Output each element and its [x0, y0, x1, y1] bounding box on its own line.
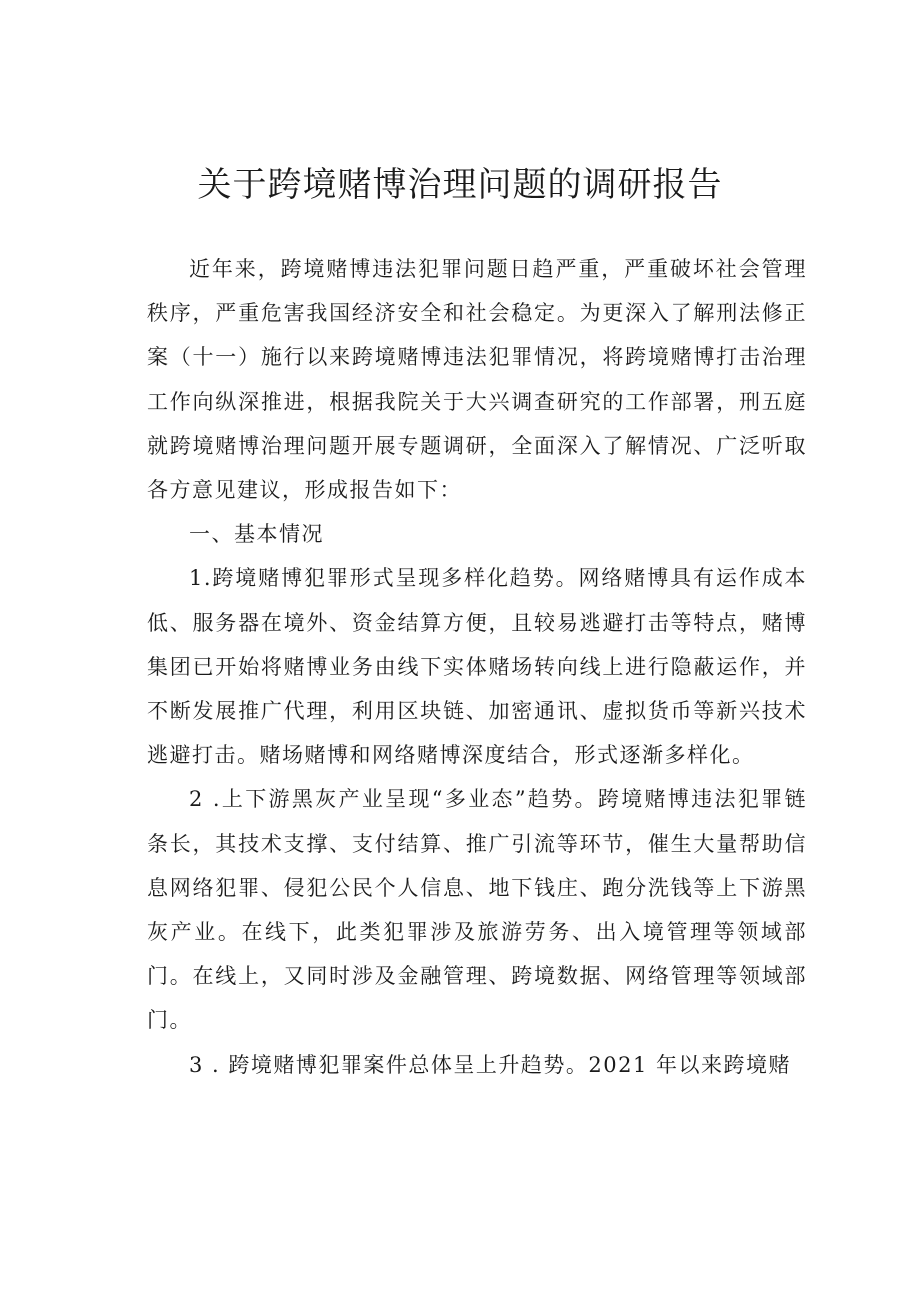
section-heading-basic-situation: 一、基本情况	[189, 522, 324, 547]
point-1-paragraph: 1.跨境赌博犯罪形式呈现多样化趋势。网络赌博具有运作成本低、服务器在境外、资金结算方便，且较易逃避打击等特点，赌博集团已开始将赌博业务由线下实体赌场转向线上进行隐蔽运作，并不断发展推广代理，利用区块链、加密通讯、虚拟货币等新兴技术逃避打击。赌场赌博和网络赌博深度结合，形式逐渐多样化。	[147, 566, 807, 768]
point-3-paragraph: 3 . 跨境赌博犯罪案件总体呈上升趋势。2021 年以来跨境赌	[189, 1052, 792, 1077]
document-title: 关于跨境赌博治理问题的调研报告	[197, 165, 723, 205]
intro-paragraph: 近年来，跨境赌博违法犯罪问题日趋严重，严重破坏社会管理秩序，严重危害我国经济安全和社会稳定。为更深入了解刑法修正案（十一）施行以来跨境赌博违法犯罪情况，将跨境赌博打击治理工作向纵深推进，根据我院关于大兴调查研究的工作部署，刑五庭就跨境赌博治理问题开展专题调研，全面深入了解情况、广泛听取各方意见建议，形成报告如下：	[147, 257, 807, 503]
point-2-paragraph: 2 .上下游黑灰产业呈现“多业态”趋势。跨境赌博违法犯罪链条长，其技术支撑、支付结算、推广引流等环节，催生大量帮助信息网络犯罪、侵犯公民个人信息、地下钱庄、跑分洗钱等上下游黑灰产业。在线下，此类犯罪涉及旅游劳务、出入境管理等领域部门。在线上，又同时涉及金融管理、跨境数据、网络管理等领域部门。	[147, 787, 807, 1033]
document-body	[147, 247, 807, 1087]
